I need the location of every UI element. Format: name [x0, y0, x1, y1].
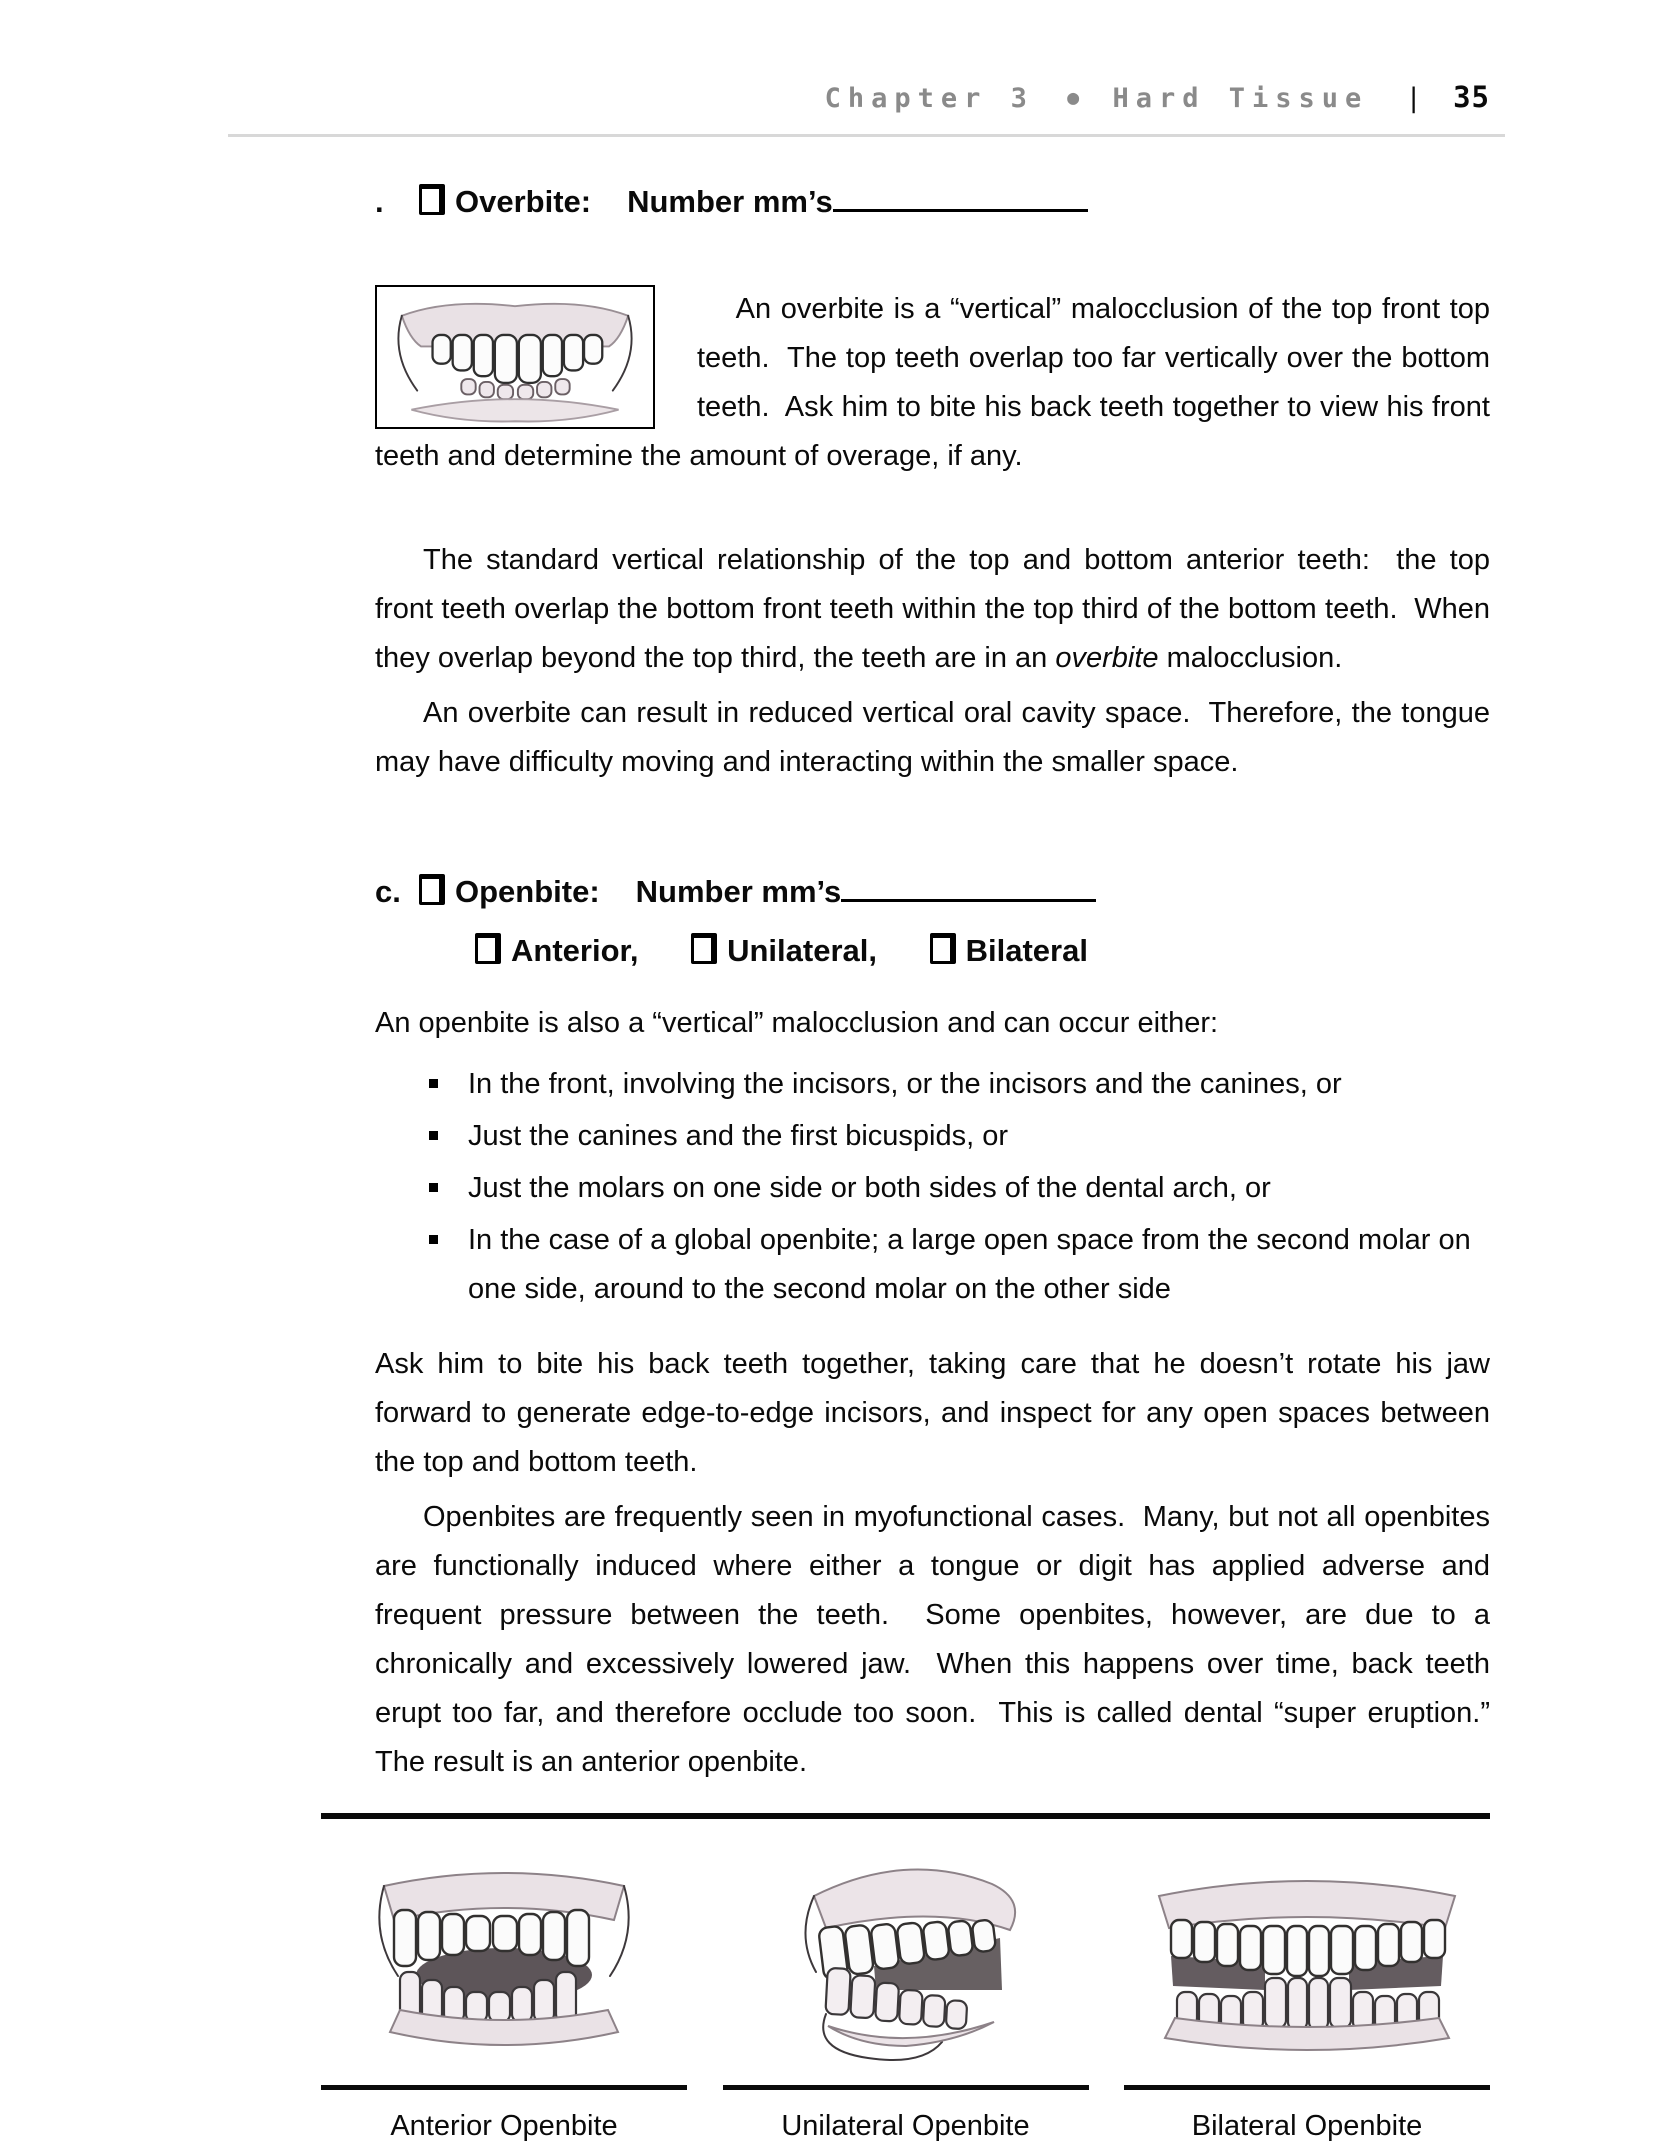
openbite-checkbox-icon[interactable] — [419, 874, 445, 905]
figure-caption: Unilateral Openbite — [781, 2110, 1030, 2142]
bullet-text: In the case of a global openbite; a large open space from the second molar on one side, around to the second molar on the other side — [468, 1224, 1479, 1305]
overbite-figure-frame — [375, 285, 655, 429]
overbite-list-marker: . — [375, 184, 384, 219]
figure-unilateral-openbite — [723, 1837, 1089, 2144]
unilateral-checkbox-icon[interactable] — [691, 933, 717, 964]
header-divider: | — [1405, 83, 1422, 114]
overbite-field-label: Number mm’s — [627, 184, 833, 219]
unilateral-openbite-illustration — [756, 1844, 1056, 2079]
option-anterior — [475, 933, 638, 968]
overbite-paragraph-1-text: An overbite is a “vertical” malocclusion of the top front top teeth. The top teeth overlap too far vertically over the bottom teeth. Ask him to bite his back teeth together to view his front teeth and determine the amount of overage, if any. — [375, 293, 1499, 472]
bullet-item — [375, 1112, 1490, 1161]
square-bullet-icon — [429, 1235, 438, 1244]
overbite-heading — [375, 181, 1490, 222]
bullet-item — [375, 1164, 1490, 1213]
anterior-openbite-illustration — [354, 1844, 654, 2079]
option-unilateral — [691, 933, 877, 968]
openbite-heading — [375, 871, 1490, 912]
figure-caption-rule — [321, 2085, 687, 2090]
overbite-paragraph-2-text: The standard vertical relationship of the top and bottom anterior teeth: the top front teeth overlap the bottom front teeth within the top third of the bottom teeth. When they overlap beyond the top third, the teeth are in an — [375, 544, 1499, 674]
square-bullet-icon — [429, 1079, 438, 1088]
bullet-item — [375, 1216, 1490, 1314]
header-rule — [228, 134, 1505, 137]
header-page-number: 35 — [1453, 80, 1490, 114]
bullet-text: Just the canines and the first bicuspids, or — [468, 1120, 1009, 1152]
page-header — [375, 0, 1490, 116]
header-bullet-separator: ● — [1067, 85, 1080, 109]
overbite-paragraph-2 — [375, 536, 1499, 683]
figure-art — [723, 1837, 1089, 2079]
header-chapter: Chapter 3 — [824, 83, 1034, 114]
unilateral-label: Unilateral, — [727, 933, 877, 968]
bullet-item — [375, 1060, 1490, 1109]
anterior-label: Anterior, — [511, 933, 639, 968]
figure-caption: Anterior Openbite — [390, 2110, 618, 2142]
overbite-mm-blank-line[interactable] — [833, 181, 1088, 212]
bilateral-checkbox-icon[interactable] — [930, 933, 956, 964]
header-section-title: Hard Tissue — [1112, 83, 1369, 114]
option-bilateral — [930, 933, 1088, 968]
openbite-mm-blank-line[interactable] — [841, 871, 1096, 902]
square-bullet-icon — [429, 1183, 438, 1192]
figure-caption-rule — [723, 2085, 1089, 2090]
openbite-label: Openbite: — [455, 874, 600, 909]
figure-caption: Bilateral Openbite — [1191, 2110, 1423, 2142]
bullet-text: In the front, involving the incisors, or the incisors and the canines, or — [468, 1068, 1342, 1100]
openbite-bullet-list — [375, 1060, 1490, 1314]
overbite-paragraph-3: An overbite can result in reduced vertical oral cavity space. Therefore, the tongue may have difficulty moving and interacting within the smaller space. — [375, 697, 1499, 778]
figure-art — [1124, 1837, 1490, 2079]
overbite-teeth-illustration — [377, 287, 653, 427]
openbite-intro: An openbite is also a “vertical” malocclusion and can occur either: — [375, 1007, 1219, 1039]
overbite-checkbox-icon[interactable] — [419, 184, 445, 215]
anterior-checkbox-icon[interactable] — [475, 933, 501, 964]
figure-art — [321, 1837, 687, 2079]
overbite-label: Overbite: — [455, 184, 592, 219]
figure-separator-rule — [321, 1813, 1490, 1819]
openbite-list-marker: c. — [375, 874, 401, 909]
figure-caption-rule — [1124, 2085, 1490, 2090]
figure-bilateral-openbite — [1124, 1837, 1490, 2144]
openbite-type-options — [475, 926, 1490, 975]
bilateral-label: Bilateral — [965, 933, 1088, 968]
openbite-field-label: Number mm’s — [635, 874, 842, 909]
openbite-figure-row — [321, 1837, 1490, 2144]
square-bullet-icon — [429, 1131, 438, 1140]
overbite-paragraph-2-end: malocclusion. — [1158, 642, 1343, 674]
bullet-text: Just the molars on one side or both sides of the dental arch, or — [468, 1172, 1271, 1204]
overbite-paragraph-1 — [375, 236, 1499, 530]
openbite-paragraph-openbites: Openbites are frequently seen in myofunctional cases. Many, but not all openbites are functionally induced where either a tongue or digit has applied adverse and frequent pressure between the teeth. Some openbites, however, are due to a chronically and excessively lowered jaw. When this happens over time, back teeth erupt too far, and therefore occlude too soon. This is called dental “super eruption.” The result is an anterior openbite. — [375, 1501, 1507, 1778]
figure-anterior-openbite — [321, 1837, 687, 2144]
openbite-paragraph-ask: Ask him to bite his back teeth together, taking care that he doesn’t rotate his jaw forward to generate edge-to-edge incisors, and inspect for any open spaces between the top and bottom teeth. — [375, 1348, 1499, 1478]
bilateral-openbite-illustration — [1137, 1844, 1477, 2079]
overbite-italic-term: overbite — [1055, 642, 1159, 674]
